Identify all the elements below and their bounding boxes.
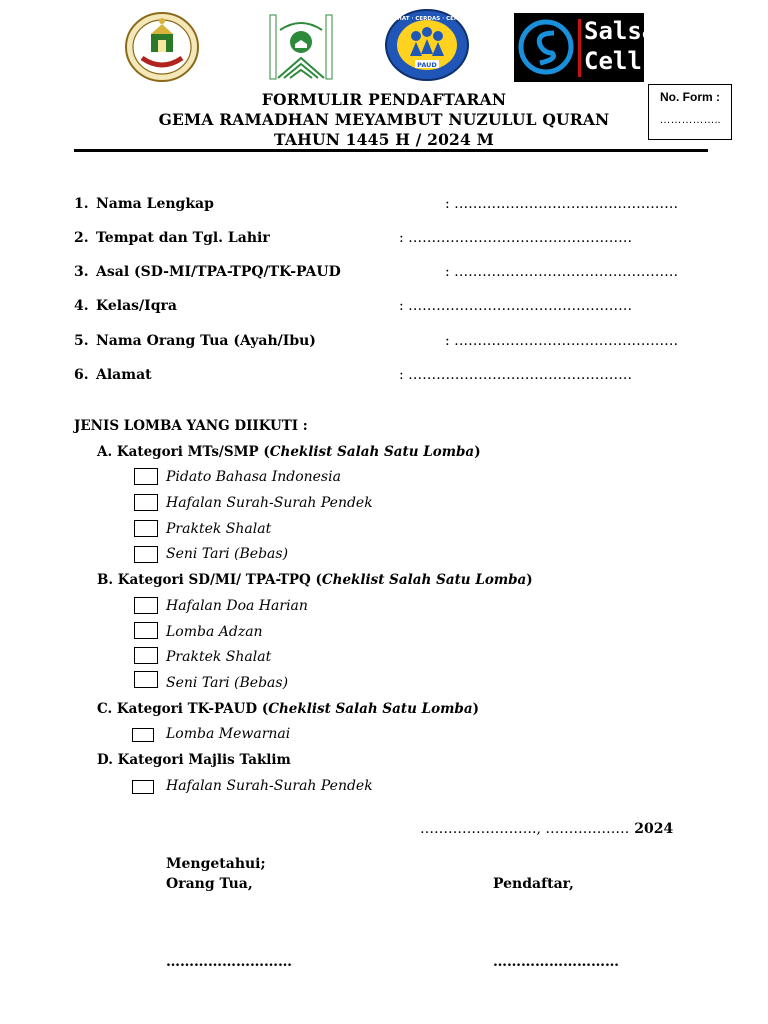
field-number: 3. xyxy=(74,264,89,280)
option-b-1: Hafalan Doa Harian xyxy=(166,598,308,614)
field-nama-orang-tua xyxy=(74,333,316,349)
checkbox-a-1[interactable] xyxy=(134,468,158,485)
salsa-logo-line2: Cell xyxy=(584,47,642,75)
date-dots: ……………………., ……………… xyxy=(420,821,630,837)
field-tempat-tgl-lahir-input[interactable]: : ………………………………………… xyxy=(399,230,633,246)
svg-text:PAUD: PAUD xyxy=(417,61,437,69)
field-kelas-iqra-input[interactable]: : ………………………………………… xyxy=(399,298,633,314)
field-number: 4. xyxy=(74,298,89,314)
field-label: Kelas/Iqra xyxy=(96,298,177,314)
salsa-logo-line1: Salsa xyxy=(584,17,657,45)
checkbox-b-4[interactable] xyxy=(134,671,158,688)
field-tempat-tgl-lahir xyxy=(74,230,270,246)
checkbox-b-3[interactable] xyxy=(134,647,158,664)
paud-logo xyxy=(384,8,470,82)
option-d-1: Hafalan Surah-Surah Pendek xyxy=(166,778,373,794)
field-nama-lengkap-input[interactable]: : ………………………………………… xyxy=(445,196,679,212)
checkbox-c-1[interactable] xyxy=(132,728,154,742)
field-label: Tempat dan Tgl. Lahir xyxy=(96,230,270,246)
option-b-4: Seni Tari (Bebas) xyxy=(166,675,289,691)
option-b-3: Praktek Shalat xyxy=(166,649,272,665)
category-d-heading: D. Kategori Majlis Taklim xyxy=(97,752,291,768)
field-alamat xyxy=(74,367,152,383)
field-number: 1. xyxy=(74,196,89,212)
field-label: Alamat xyxy=(96,367,152,383)
category-c-heading: C. Kategori TK-PAUD (Cheklist Salah Satu Lomba) xyxy=(97,701,480,717)
field-label: Nama Orang Tua (Ayah/Ibu) xyxy=(96,333,316,349)
mengetahui-label: Mengetahui; xyxy=(166,856,266,872)
checkbox-d-1[interactable] xyxy=(132,780,154,794)
salsa-cell-logo xyxy=(514,13,657,82)
field-number: 5. xyxy=(74,333,89,349)
date-year: 2024 xyxy=(634,821,674,837)
checkbox-a-2[interactable] xyxy=(134,494,158,511)
option-a-1: Pidato Bahasa Indonesia xyxy=(166,469,341,485)
tpa-logo xyxy=(266,12,336,82)
checkbox-b-1[interactable] xyxy=(134,597,158,614)
date-line[interactable] xyxy=(420,821,673,837)
form-number-value[interactable]: …………….. xyxy=(659,114,721,126)
field-nama-lengkap xyxy=(74,196,214,212)
category-b-heading: B. Kategori SD/MI/ TPA-TPQ (Cheklist Salah Satu Lomba) xyxy=(97,572,533,588)
field-nama-orang-tua-input[interactable]: : ………………………………………… xyxy=(445,333,679,349)
orang-tua-label: Orang Tua, xyxy=(166,876,253,892)
field-label: Asal (SD-MI/TPA-TPQ/TK-PAUD xyxy=(96,264,341,280)
field-kelas-iqra xyxy=(74,298,177,314)
svg-text:SEHAT · CERDAS · CERIA: SEHAT · CERDAS · CERIA xyxy=(389,16,465,22)
pendaftar-label: Pendaftar, xyxy=(493,876,574,892)
category-a-heading: A. Kategori MTs/SMP (Cheklist Salah Satu Lomba) xyxy=(97,444,481,460)
field-number: 6. xyxy=(74,367,89,383)
header-divider xyxy=(74,149,708,152)
checkbox-b-2[interactable] xyxy=(134,622,158,639)
form-title-line1: FORMULIR PENDAFTARAN xyxy=(261,90,507,109)
field-alamat-input[interactable]: : ………………………………………… xyxy=(399,367,633,383)
option-a-2: Hafalan Surah-Surah Pendek xyxy=(166,495,373,511)
pendaftar-signature-line[interactable]: ……………………… xyxy=(493,954,619,970)
checkbox-a-4[interactable] xyxy=(134,546,158,563)
option-a-3: Praktek Shalat xyxy=(166,521,272,537)
option-b-2: Lomba Adzan xyxy=(166,624,263,640)
form-title-line3: TAHUN 1445 H / 2024 M xyxy=(274,130,494,149)
checkbox-a-3[interactable] xyxy=(134,520,158,537)
option-a-4: Seni Tari (Bebas) xyxy=(166,546,289,562)
orang-tua-signature-line[interactable]: ……………………… xyxy=(166,954,292,970)
regional-emblem-logo xyxy=(124,10,200,84)
form-number-label: No. Form : xyxy=(660,90,720,104)
option-c-1: Lomba Mewarnai xyxy=(166,726,291,742)
competition-heading: JENIS LOMBA YANG DIIKUTI : xyxy=(74,418,308,434)
field-label: Nama Lengkap xyxy=(96,196,214,212)
field-asal-input[interactable]: : ………………………………………… xyxy=(445,264,679,280)
field-number: 2. xyxy=(74,230,89,246)
field-asal xyxy=(74,264,341,280)
form-title-line2: GEMA RAMADHAN MEYAMBUT NUZULUL QURAN xyxy=(158,110,610,129)
